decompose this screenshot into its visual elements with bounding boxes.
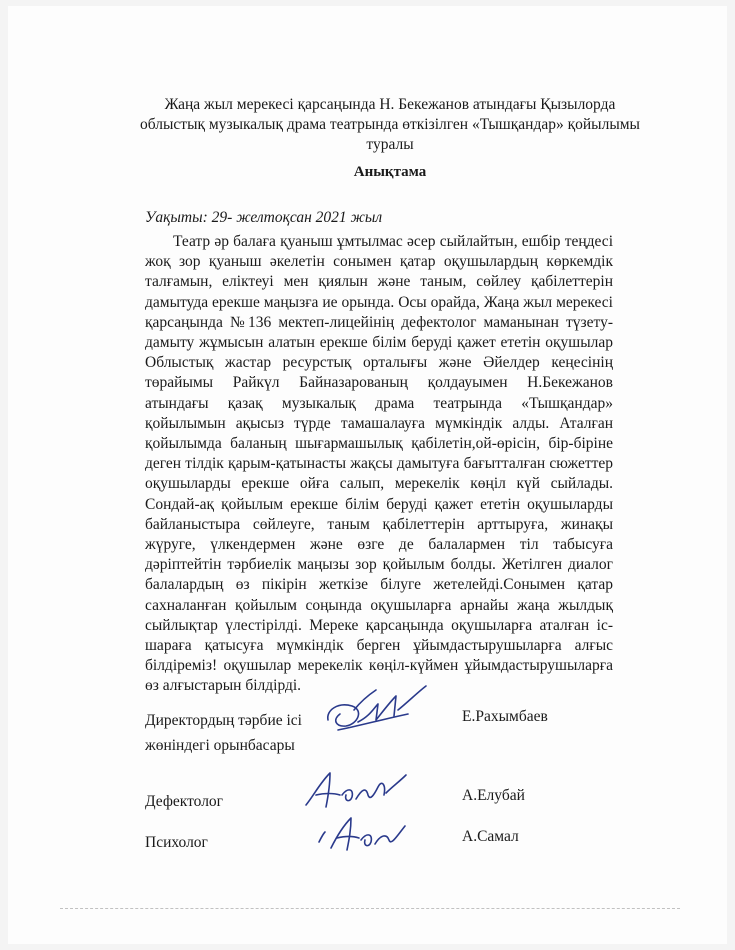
signer-role: Дефектолог [145,793,224,810]
signer-name: А.Елубай [462,787,525,804]
page-bottom-edge [60,908,680,919]
title-line: Жаңа жыл мерекесі қарсаңында Н. Бекежанов атындағы Қызылорда [164,96,616,113]
document-title [130,95,650,155]
document-date: Уақыты: 29- желтоқсан 2021 жыл [145,209,383,226]
title-line: облыстық музыкалық драма театрында өткізілген «Тышқандар» қойылымы [140,116,640,133]
title-line: туралы [366,136,414,153]
handwritten-signature-rakhymbaev [318,680,438,740]
body-paragraph: Театр әр балаға қуаныш ұмтылмас әсер сыйлайтын, ешбір теңдесі жоқ зор қуаныш әкелетін сонымен қатар оқушылардың көркемдік талғамын, еліктеуі мен қиялын және таным, сөйлеу қабілеттерін дамытуда ерекше маңызға ие орында. Осы орайда, Жаңа жыл мерекесі қарсаңында №136 мектеп-лицейінің дефектолог маманынан түзету-дамыту жұмысын алатын ерекше білім беруді қажет ететін оқушылар Облыстық жастар ресурстық орталығы және Әйелдер кеңесінің төрайымы Райкүл Байназарованың қолдауымен Н.Бекежанов атындағы қазақ музыкалық драма театрында «Тышқандар» қойылымын ақысыз түрде тамашалауға мүмкіндік алды. Аталған қойылымда баланың шығармашылық қабілетін,ой-өрісін, бір-біріне деген тілдік қарым-қатынасты жақсы дамытуға бағытталған сюжеттер оқушыларды ерекше ойға салып, мерекелік көңіл күй сыйлады. Сондай-ақ қойылым ерекше білім беруді қажет ететін оқушыларды байланыстыра сөйлеуге, таным қабілеттерін арттыруға, жинақы жүруге, үлкендермен және өзге де балалармен тіл табысуға дәріптейтін тәрбиелік маңызы зор қойылым болды. Жетілген диалог балалардың өз пікірін жеткізе білуге жетелейді.Сонымен қатар сахналанған қойылым соңында оқушыларға арнайы жаңа жылдық сыйлықтар үлестірілді. Мереке қарсаңында оқушыларға аталған іс-шараға қатысуға мүмкіндік берген ұйымдастырушыларға алғыс білдіреміз! оқушылар мерекелік көңіл-күймен ұйымдастырушыларға өз алғыстарын білдірді. [145,233,613,695]
handwritten-signature-elubai [300,765,410,815]
signer-role: Директордың тәрбие ісі [145,712,302,729]
handwritten-signature-samal [315,812,415,857]
signer-name: Е.Рахымбаев [462,708,548,725]
signer-role: Психолог [145,834,208,851]
document-heading: Анықтама [353,164,427,180]
document-body [145,232,613,697]
signer-name: А.Самал [462,828,519,845]
signer-role-continued: жөніндегі орынбасары [145,737,295,754]
